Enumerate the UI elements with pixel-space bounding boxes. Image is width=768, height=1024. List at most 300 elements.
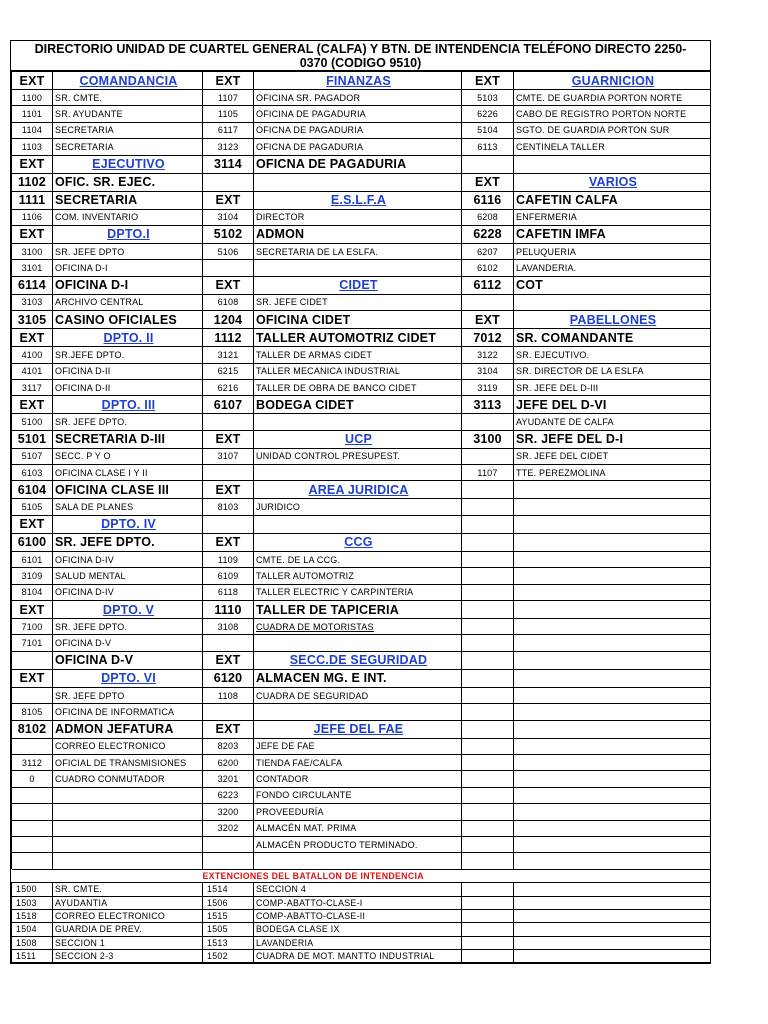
- extension-number: 3119: [462, 379, 514, 395]
- extension-number: 1107: [203, 90, 254, 106]
- col3-empty-name: [514, 704, 711, 720]
- extension-name: SR. JEFE DPTO.: [53, 533, 203, 551]
- directory-row: [12, 260, 711, 276]
- col3-empty-name: [514, 836, 711, 852]
- extension-number: 6120: [203, 669, 254, 687]
- extension-number: 1104: [12, 122, 53, 138]
- extension-name: SR. JEFE DPTO.: [53, 414, 203, 430]
- col3-empty-name: [514, 568, 711, 584]
- extension-name: OFICNA DE PAGADURIA: [254, 122, 462, 138]
- col3-empty-ext: [462, 771, 514, 787]
- directory-row: [12, 619, 711, 635]
- extension-number: 5106: [203, 243, 254, 259]
- extension-number: 6207: [462, 243, 514, 259]
- battalion-empty-cell: [462, 950, 514, 963]
- extension-name: SALUD MENTAL: [53, 568, 203, 584]
- directory-row: [12, 704, 711, 720]
- extension-number: 1100: [12, 90, 53, 106]
- extension-name: SR. CMTE.: [53, 90, 203, 106]
- extension-name: OFICINA CLASE I Y II: [53, 465, 203, 481]
- directory-row: [12, 225, 711, 243]
- directory-row: [12, 139, 711, 155]
- extension-number: 3100: [12, 243, 53, 259]
- extension-name: OFICINA D-V: [53, 635, 203, 651]
- extension-number: [203, 836, 254, 852]
- extension-number: 3201: [203, 771, 254, 787]
- col2-empty-name: [254, 414, 462, 430]
- directory-row: [12, 836, 711, 852]
- extension-name: PROVEEDURÍA: [254, 804, 462, 820]
- col3-empty-ext: [462, 619, 514, 635]
- col3-empty-name: [514, 804, 711, 820]
- extension-number: 0: [12, 771, 53, 787]
- battalion-ext: 1506: [203, 896, 254, 909]
- extension-number: 6215: [203, 363, 254, 379]
- extension-name: SECRETARIA D-III: [53, 430, 203, 448]
- col3-empty-ext: [462, 720, 514, 738]
- extension-name: TALLER DE OBRA DE BANCO CIDET: [254, 379, 462, 395]
- extension-number: 3117: [12, 379, 53, 395]
- battalion-name: COMP-ABATTO-CLASE-II: [254, 909, 462, 922]
- directory-row: [12, 771, 711, 787]
- extension-number: [462, 414, 514, 430]
- col2-empty-name: [254, 260, 462, 276]
- extension-number: 7012: [462, 329, 514, 347]
- battalion-name: SECCION 2-3: [53, 950, 203, 963]
- col3-empty-ext: [462, 155, 514, 173]
- extension-number: 8203: [203, 738, 254, 754]
- section-header-eslfa: E.S.L.F.A: [254, 191, 462, 209]
- extension-number: 3202: [203, 820, 254, 836]
- extension-name: SR. JEFE DEL CIDET: [514, 448, 711, 464]
- extension-number: 3107: [203, 448, 254, 464]
- extension-number: 5100: [12, 414, 53, 430]
- extension-name: TALLER AUTOMOTRIZ: [254, 568, 462, 584]
- extension-number: 6102: [462, 260, 514, 276]
- col3-empty-ext: [462, 294, 514, 310]
- battalion-ext: 1504: [12, 923, 53, 936]
- ext-column-header: EXT: [12, 601, 53, 619]
- extension-name: SECRETARIA: [53, 139, 203, 155]
- extension-number: 6101: [12, 551, 53, 567]
- extension-name: SGTO. DE GUARDIA PORTON SUR: [514, 122, 711, 138]
- col2-empty-ext: [203, 260, 254, 276]
- extension-name: CMTE. DE GUARDIA PORTON NORTE: [514, 90, 711, 106]
- extension-name: OFICINA SR. PAGADOR: [254, 90, 462, 106]
- battalion-empty-cell: [514, 923, 711, 936]
- extension-number: 3108: [203, 619, 254, 635]
- directory-row: [12, 90, 711, 106]
- battalion-empty-cell: [462, 936, 514, 949]
- section-header-dpto3: DPTO. III: [53, 396, 203, 414]
- directory-row: [12, 720, 711, 738]
- col3-empty-name: [514, 720, 711, 738]
- directory-row: [12, 601, 711, 619]
- directory-row: [12, 72, 711, 90]
- directory-row: [12, 430, 711, 448]
- directory-row: [12, 379, 711, 395]
- ext-column-header: EXT: [203, 720, 254, 738]
- extension-name: ADMON JEFATURA: [53, 720, 203, 738]
- directory-row: [12, 396, 711, 414]
- extension-name: SR. JEFE DEL D-III: [514, 379, 711, 395]
- col3-empty-ext: [462, 836, 514, 852]
- battalion-name: GUARDIA DE PREV.: [53, 923, 203, 936]
- extension-name: SECRETARIA: [53, 191, 203, 209]
- title-line-2: 0370 (CODIGO 9510): [299, 56, 422, 70]
- col2-empty-name: [254, 704, 462, 720]
- col3-empty-ext: [462, 635, 514, 651]
- extension-number: 6100: [12, 533, 53, 551]
- col2-empty-name: [254, 173, 462, 191]
- battalion-row: [12, 936, 711, 949]
- battalion-name: SR. CMTE.: [53, 883, 203, 896]
- col2-empty-name: [254, 635, 462, 651]
- extension-name: OFICINA D-I: [53, 260, 203, 276]
- extension-name: COT: [514, 276, 711, 294]
- extension-number: 8105: [12, 704, 53, 720]
- ext-column-header: EXT: [12, 329, 53, 347]
- extension-number: [12, 687, 53, 703]
- extension-name: JURIDICO: [254, 499, 462, 515]
- battalion-row: [12, 923, 711, 936]
- section-header-area-juridica: AREA JURIDICA: [254, 481, 462, 499]
- extension-name: SALA DE PLANES: [53, 499, 203, 515]
- battalion-ext: 1511: [12, 950, 53, 963]
- col3-empty-ext: [462, 820, 514, 836]
- directory-table: [11, 71, 711, 869]
- col3-empty-name: [514, 651, 711, 669]
- directory-row: [12, 584, 711, 600]
- battalion-ext: 1515: [203, 909, 254, 922]
- extension-name: SR. COMANDANTE: [514, 329, 711, 347]
- extension-name: CAFETIN CALFA: [514, 191, 711, 209]
- directory-sheet: [10, 40, 711, 964]
- extension-name: JEFE DEL D-VI: [514, 396, 711, 414]
- battalion-empty-cell: [514, 950, 711, 963]
- extension-number: 6117: [203, 122, 254, 138]
- col3-empty-name: [514, 619, 711, 635]
- battalion-empty-cell: [514, 909, 711, 922]
- col1-empty-name: [53, 804, 203, 820]
- extension-name: ENFERMERIA: [514, 209, 711, 225]
- col3-empty-name: [514, 754, 711, 770]
- battalion-header-blank: [12, 869, 203, 882]
- extension-number: 6108: [203, 294, 254, 310]
- extension-name: SR. EJECUTIVO.: [514, 347, 711, 363]
- extension-number: 4100: [12, 347, 53, 363]
- directory-row: [12, 669, 711, 687]
- battalion-empty-cell: [462, 883, 514, 896]
- col1-empty-ext: [12, 820, 53, 836]
- extension-number: 1109: [203, 551, 254, 567]
- extension-number: 6114: [12, 276, 53, 294]
- col1-empty-name: [53, 787, 203, 803]
- extension-number: 5101: [12, 430, 53, 448]
- col1-empty-name: [53, 820, 203, 836]
- extension-name: OFICINA D-V: [53, 651, 203, 669]
- extension-name: FONDO CIRCULANTE: [254, 787, 462, 803]
- directory-row: [12, 804, 711, 820]
- section-header-dpto2: DPTO. II: [53, 329, 203, 347]
- extension-name: OFICINA CIDET: [254, 311, 462, 329]
- battalion-ext: 1500: [12, 883, 53, 896]
- extension-number: 3113: [462, 396, 514, 414]
- col1-empty-ext: [12, 836, 53, 852]
- extension-number: 3104: [462, 363, 514, 379]
- extension-name: CAFETIN IMFA: [514, 225, 711, 243]
- extension-name: SECRETARIA: [53, 122, 203, 138]
- extension-number: 8103: [203, 499, 254, 515]
- extension-number: 8104: [12, 584, 53, 600]
- extension-name: SR. JEFE DPTO: [53, 687, 203, 703]
- col3-empty-name: [514, 820, 711, 836]
- col3-empty-ext: [462, 568, 514, 584]
- col3-empty-ext: [462, 704, 514, 720]
- extension-name: CORREO ELECTRONICO: [53, 738, 203, 754]
- extension-number: 3104: [203, 209, 254, 225]
- ext-column-header: EXT: [462, 72, 514, 90]
- extension-number: 5107: [12, 448, 53, 464]
- directory-row: [12, 363, 711, 379]
- col3-empty-ext: [462, 687, 514, 703]
- directory-row: [12, 155, 711, 173]
- extension-number: 7100: [12, 619, 53, 635]
- battalion-empty-cell: [514, 936, 711, 949]
- col2-empty-name: [254, 465, 462, 481]
- extension-number: 3100: [462, 430, 514, 448]
- col3-empty-ext: [462, 551, 514, 567]
- col3-empty-name: [514, 635, 711, 651]
- section-header-ejecutivo: EJECUTIVO: [53, 155, 203, 173]
- extension-name: OFICINA D-IV: [53, 584, 203, 600]
- col3-empty-name: [514, 294, 711, 310]
- directory-row: [12, 499, 711, 515]
- battalion-name: BODEGA CLASE IX: [254, 923, 462, 936]
- extension-number: 5103: [462, 90, 514, 106]
- ext-column-header: EXT: [12, 72, 53, 90]
- directory-row: [12, 414, 711, 430]
- extension-number: 6109: [203, 568, 254, 584]
- extension-number: 5105: [12, 499, 53, 515]
- extension-name: OFICINA D-IV: [53, 551, 203, 567]
- extension-name: TALLER ELECTRIC Y CARPINTERIA: [254, 584, 462, 600]
- extension-name: OFICNA DE PAGADURIA: [254, 155, 462, 173]
- directory-row: [12, 820, 711, 836]
- col3-empty-ext: [462, 584, 514, 600]
- col3-empty-name: [514, 499, 711, 515]
- extension-name: OFICINA DE PAGADURIA: [254, 106, 462, 122]
- col2-empty-ext: [203, 635, 254, 651]
- extension-number: 5104: [462, 122, 514, 138]
- extension-name: BODEGA CIDET: [254, 396, 462, 414]
- extension-number: 1105: [203, 106, 254, 122]
- extension-name: CABO DE REGISTRO PORTON NORTE: [514, 106, 711, 122]
- directory-row: [12, 738, 711, 754]
- battalion-ext: 1513: [203, 936, 254, 949]
- col3-empty-name: [514, 787, 711, 803]
- col3-empty-name: [514, 687, 711, 703]
- extension-name: SECC. P Y O: [53, 448, 203, 464]
- battalion-name: AYUDANTIA: [53, 896, 203, 909]
- extension-name: ADMON: [254, 225, 462, 243]
- battalion-row: [12, 896, 711, 909]
- directory-row: [12, 551, 711, 567]
- col3-empty-ext: [462, 738, 514, 754]
- extension-number: [12, 651, 53, 669]
- extension-name: TIENDA FAE/CALFA: [254, 754, 462, 770]
- extension-number: 1106: [12, 209, 53, 225]
- extension-number: 6226: [462, 106, 514, 122]
- directory-row: [12, 481, 711, 499]
- extension-name: OFICINA CLASE III: [53, 481, 203, 499]
- directory-row: [12, 515, 711, 533]
- battalion-empty-cell: [462, 909, 514, 922]
- directory-row: [12, 754, 711, 770]
- battalion-empty-cell: [514, 896, 711, 909]
- directory-row: [12, 465, 711, 481]
- col3-empty-name: [514, 738, 711, 754]
- extension-name: COM. INVENTARIO: [53, 209, 203, 225]
- page-title: [11, 41, 710, 71]
- col1-empty-name: [53, 853, 203, 869]
- col2-empty-ext: [203, 515, 254, 533]
- title-line-1: DIRECTORIO UNIDAD DE CUARTEL GENERAL (CALFA) Y BTN. DE INTENDENCIA TELÉFONO DIRECTO 2250-: [34, 42, 687, 56]
- col1-empty-ext: [12, 804, 53, 820]
- battalion-row: [12, 883, 711, 896]
- extension-number: 3101: [12, 260, 53, 276]
- extension-name: CONTADOR: [254, 771, 462, 787]
- battalion-name: SECCION 4: [254, 883, 462, 896]
- extension-number: 6116: [462, 191, 514, 209]
- battalion-ext: 1514: [203, 883, 254, 896]
- col3-empty-name: [514, 669, 711, 687]
- battalion-empty-cell: [462, 896, 514, 909]
- extension-number: 1108: [203, 687, 254, 703]
- extension-number: 1101: [12, 106, 53, 122]
- extension-name: CUADRA DE MOTORISTAS: [254, 619, 462, 635]
- col1-empty-name: [53, 836, 203, 852]
- extension-name: LAVANDERIA.: [514, 260, 711, 276]
- battalion-empty-cell: [462, 923, 514, 936]
- col3-empty-name: [514, 515, 711, 533]
- extension-name: SR. DIRECTOR DE LA ESLFA: [514, 363, 711, 379]
- extension-name: OFIC. SR. EJEC.: [53, 173, 203, 191]
- col2-empty-name: [254, 853, 462, 869]
- extension-name: ARCHIVO CENTRAL: [53, 294, 203, 310]
- directory-row: [12, 173, 711, 191]
- extension-number: 3200: [203, 804, 254, 820]
- directory-row: [12, 243, 711, 259]
- directory-row: [12, 191, 711, 209]
- extension-name: UNIDAD CONTROL PRESUPEST.: [254, 448, 462, 464]
- col3-empty-ext: [462, 601, 514, 619]
- section-header-varios: VARIOS: [514, 173, 711, 191]
- extension-number: 1111: [12, 191, 53, 209]
- col1-empty-ext: [12, 853, 53, 869]
- ext-column-header: EXT: [203, 72, 254, 90]
- extension-name: OFICINA DE INFORMATICA: [53, 704, 203, 720]
- extension-number: 6216: [203, 379, 254, 395]
- extension-name: SR. JEFE DEL D-I: [514, 430, 711, 448]
- ext-column-header: EXT: [203, 533, 254, 551]
- directory-row: [12, 568, 711, 584]
- extension-name: CMTE. DE LA CCG.: [254, 551, 462, 567]
- extension-number: 1110: [203, 601, 254, 619]
- col1-empty-ext: [12, 787, 53, 803]
- extension-number: 1204: [203, 311, 254, 329]
- ext-column-header: EXT: [12, 396, 53, 414]
- directory-row: [12, 853, 711, 869]
- extension-number: 3109: [12, 568, 53, 584]
- directory-row: [12, 209, 711, 225]
- directory-row: [12, 329, 711, 347]
- section-header-dpto4: DPTO. IV: [53, 515, 203, 533]
- extension-number: 3122: [462, 347, 514, 363]
- col3-empty-name: [514, 771, 711, 787]
- extension-number: 3105: [12, 311, 53, 329]
- extension-number: 4101: [12, 363, 53, 379]
- col3-empty-ext: [462, 515, 514, 533]
- ext-column-header: EXT: [203, 191, 254, 209]
- directory-row: [12, 687, 711, 703]
- col3-empty-name: [514, 853, 711, 869]
- extension-name: TALLER DE TAPICERIA: [254, 601, 462, 619]
- battalion-empty-cell: [514, 883, 711, 896]
- col3-empty-name: [514, 551, 711, 567]
- col2-empty-name: [254, 515, 462, 533]
- extension-number: 6223: [203, 787, 254, 803]
- extension-number: 3112: [12, 754, 53, 770]
- section-header-dpto5: DPTO. V: [53, 601, 203, 619]
- extension-name: OFICINA D-II: [53, 379, 203, 395]
- ext-column-header: EXT: [203, 651, 254, 669]
- col3-empty-ext: [462, 853, 514, 869]
- ext-column-header: EXT: [12, 515, 53, 533]
- battalion-ext: 1518: [12, 909, 53, 922]
- section-header-guarnicion: GUARNICION: [514, 72, 711, 90]
- extension-number: 3114: [203, 155, 254, 173]
- section-header-secc-seguridad: SECC.DE SEGURIDAD: [254, 651, 462, 669]
- directory-row: [12, 533, 711, 551]
- directory-row: [12, 651, 711, 669]
- extension-name: OFICINA D-I: [53, 276, 203, 294]
- extension-name: SR. AYUDANTE: [53, 106, 203, 122]
- directory-row: [12, 448, 711, 464]
- ext-column-header: EXT: [203, 276, 254, 294]
- battalion-name: CUADRA DE MOT. MANTTO INDUSTRIAL: [254, 950, 462, 963]
- col3-empty-ext: [462, 533, 514, 551]
- extension-name: ALMACÉN PRODUCTO TERMINADO.: [254, 836, 462, 852]
- section-header-pabellones: PABELLONES: [514, 311, 711, 329]
- col2-empty-ext: [203, 173, 254, 191]
- battalion-ext: 1503: [12, 896, 53, 909]
- battalion-row: [12, 950, 711, 963]
- extension-name: CUADRO CONMUTADOR: [53, 771, 203, 787]
- extension-name: SR. JEFE DPTO.: [53, 619, 203, 635]
- extension-name: SR. JEFE DPTO: [53, 243, 203, 259]
- directory-row: [12, 635, 711, 651]
- extension-name: TTE. PEREZMOLINA: [514, 465, 711, 481]
- section-header-dpto6: DPTO. VI: [53, 669, 203, 687]
- directory-row: [12, 106, 711, 122]
- extension-number: 6103: [12, 465, 53, 481]
- battalion-name: COMP-ABATTO-CLASE-I: [254, 896, 462, 909]
- extension-number: 1103: [12, 139, 53, 155]
- section-header-jefe-fae: JEFE DEL FAE: [254, 720, 462, 738]
- battalion-name: LAVANDERIA: [254, 936, 462, 949]
- col3-empty-name: [514, 584, 711, 600]
